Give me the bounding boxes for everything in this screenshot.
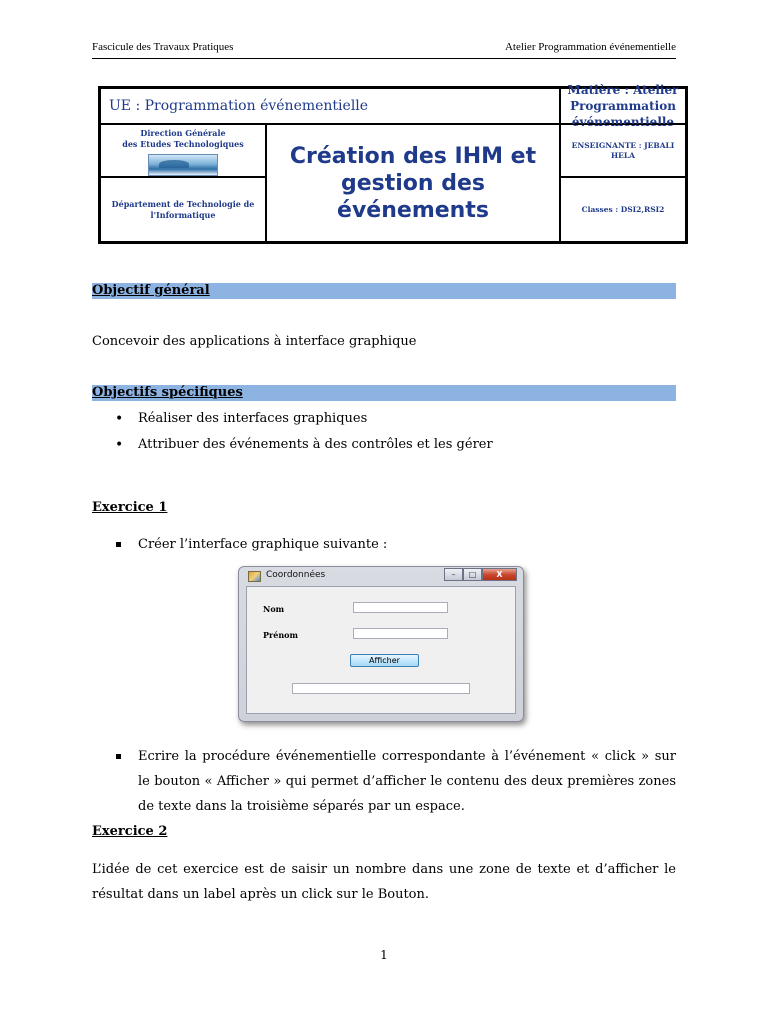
title-line3: événements <box>337 197 489 223</box>
matiere-line1: Matière : Atelier Programmation <box>567 83 679 113</box>
exercice2-title: Exercice 2 <box>92 824 168 839</box>
title-table <box>98 83 688 244</box>
exercice1-step2 <box>92 744 676 819</box>
objectifs-specifiques-heading <box>92 385 676 401</box>
title-line1: Création des IHM et <box>289 143 537 169</box>
label-prenom: Prénom <box>263 630 298 640</box>
enseignante-cell <box>560 124 686 177</box>
departement-line2: l'Informatique <box>150 209 216 220</box>
matiere-line2: événementielle <box>571 115 675 129</box>
prenom-textbox[interactable] <box>353 628 448 639</box>
direction-line2: des Etudes Technologiques <box>122 138 244 149</box>
departement-line1: Département de Technologie de <box>111 198 255 209</box>
nom-textbox[interactable] <box>353 602 448 613</box>
exercice1-step2-text: Ecrire la procédure événementielle correspondante à l’événement « click » sur le bouton « Afficher » qui permet d’afficher le contenu des deux premières zones de texte dans la troisième séparés par un espace. <box>138 749 676 814</box>
classes-cell <box>560 177 686 242</box>
objectifs-specifiques-heading-text: Objectifs spécifiques <box>92 385 243 400</box>
page-number: 1 <box>380 948 388 962</box>
close-icon[interactable]: X <box>482 568 517 581</box>
label-nom: Nom <box>263 604 285 614</box>
objectif-general-heading <box>92 283 676 299</box>
exercice1-step1-text: Créer l’interface graphique suivante : <box>138 537 388 552</box>
exercice1-step1 <box>92 537 676 552</box>
maximize-icon[interactable]: □ <box>463 568 482 581</box>
iset-logo <box>148 154 218 176</box>
square-bullet-icon <box>116 754 121 759</box>
afficher-button[interactable]: Afficher <box>350 654 419 667</box>
list-item: • Réaliser des interfaces graphiques <box>92 409 676 435</box>
document-title <box>266 124 560 242</box>
exercice1-title: Exercice 1 <box>92 500 168 515</box>
enseignante-line2: HELA <box>611 150 635 160</box>
form-window <box>238 566 524 722</box>
minimize-icon[interactable]: – <box>444 568 463 581</box>
title-line2: gestion des <box>340 170 485 196</box>
page-header <box>92 41 676 59</box>
header-left: Fascicule des Travaux Pratiques <box>92 41 234 53</box>
enseignante-line1: ENSEIGNANTE : JEBALI <box>571 140 675 150</box>
list-item: • Attribuer des événements à des contrôles et les gérer <box>92 435 676 461</box>
direction-cell <box>100 124 266 177</box>
form-window-controls <box>444 568 517 581</box>
header-right: Atelier Programmation événementielle <box>504 41 676 53</box>
ue-cell <box>100 88 560 124</box>
departement-cell <box>100 177 266 242</box>
form-app-icon <box>248 571 261 582</box>
form-client-area <box>246 586 516 714</box>
matiere-cell <box>560 83 686 129</box>
objectifs-specifiques-list <box>92 409 676 461</box>
ue-label: UE : Programmation événementielle <box>109 98 369 114</box>
result-textbox[interactable] <box>292 683 470 694</box>
exercice2-text: L’idée de cet exercice est de saisir un nombre dans une zone de texte et d’afficher le résultat dans un label après un click sur le Bouton. <box>92 862 676 902</box>
direction-line1: Direction Générale <box>140 127 226 138</box>
form-title-bar <box>239 567 523 585</box>
objectif-general-heading-text: Objectif général <box>92 283 210 298</box>
objectif-general-text: Concevoir des applications à interface graphique <box>92 334 417 349</box>
form-title: Coordonnées <box>266 570 326 580</box>
square-bullet-icon <box>116 542 121 547</box>
classes-label: Classes : DSI2,RSI2 <box>581 205 665 214</box>
